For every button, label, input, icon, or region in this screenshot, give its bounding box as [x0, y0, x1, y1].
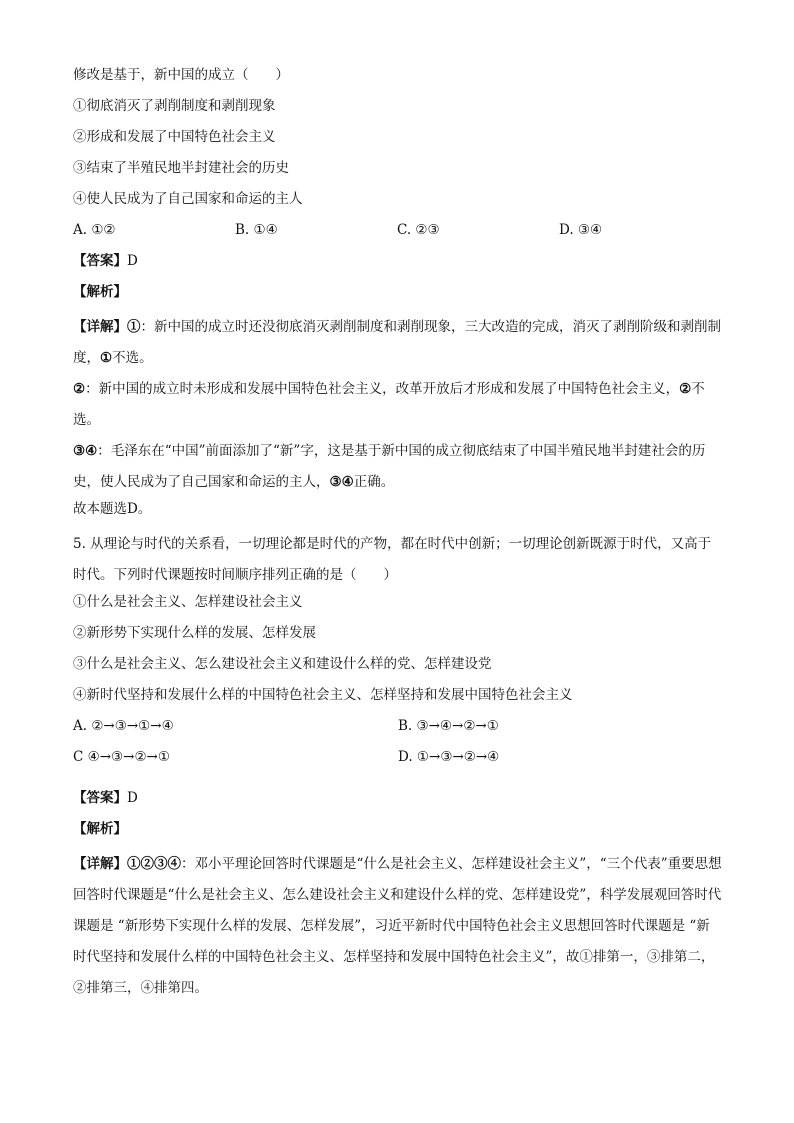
q5-options-row-2 — [73, 746, 723, 777]
q5-item-2: ②新形势下实现什么样的发展、怎样发展 — [73, 625, 316, 641]
q4-detail-1 — [73, 312, 723, 374]
q4-answer — [73, 250, 723, 281]
q4-detail-3-mark: ③④ — [73, 443, 98, 459]
document-page — [73, 64, 723, 1004]
q4-options — [73, 219, 723, 250]
q5-option-b: B. ③→④→②→① — [398, 718, 499, 734]
q5-item-1: ①什么是社会主义、怎样建设社会主义 — [73, 594, 303, 610]
q4-detail-2-mark2: ② — [679, 381, 692, 397]
q5-answer-value: D — [127, 790, 138, 806]
q4-item-4: ④使人民成为了自己国家和命运的主人 — [73, 191, 303, 207]
q5-answer-tag: 【答案】 — [73, 790, 127, 806]
q4-detail-1-mark: ① — [127, 319, 141, 335]
q4-item-1: ①彻底消灭了剥削制度和剥削现象 — [73, 98, 276, 114]
q4-detail-2 — [73, 374, 723, 436]
q5-analysis-tag: 【解析】 — [73, 821, 127, 837]
q4-detail-3-end: 正确。 — [353, 474, 395, 490]
q4-detail-tag: 【详解】 — [73, 319, 127, 335]
q4-analysis-tag: 【解析】 — [73, 284, 127, 300]
q5-stem: 5. 从理论与时代的关系看，一切理论都是时代的产物，都在时代中创新；一切理论创新既源于时代，又高于时代。下列时代课题按时间顺序排列正确的是（ ） — [73, 536, 712, 583]
q4-stem: 修改是基于，新中国的成立（ ） — [73, 67, 289, 83]
q5-option-d: D. ①→③→②→④ — [398, 749, 500, 765]
q5-option-a: A. ②→③→①→④ — [73, 718, 174, 734]
q4-detail-1-mark2: ① — [100, 350, 113, 366]
q5-options-row-1 — [73, 715, 723, 746]
q4-detail-1-text: ：新中国的成立时还没彻底消灭剥削制度和剥削现象，三大改造的完成，消灭了剥削阶级和剥削制度， — [73, 319, 721, 366]
q4-option-c: C. ②③ — [397, 222, 440, 238]
q5-detail-tag: 【详解】 — [73, 856, 127, 872]
q4-option-d: D. ③④ — [559, 222, 603, 238]
q5-detail-mark: ①②③④ — [127, 856, 181, 872]
q5-item-4: ④新时代坚持和发展什么样的中国特色社会主义、怎样坚持和发展中国特色社会主义 — [73, 687, 573, 703]
q4-option-b: B. ①④ — [235, 222, 278, 238]
q5-option-c: C ④→③→②→① — [73, 749, 170, 765]
q4-item-2: ②形成和发展了中国特色社会主义 — [73, 129, 276, 145]
q5-item-3: ③什么是社会主义、怎么建设社会主义和建设什么样的党、怎样建设党 — [73, 656, 492, 672]
q4-detail-3-mark2: ③④ — [329, 474, 354, 490]
q4-option-a: A. ①② — [73, 222, 116, 238]
q4-answer-value: D — [127, 253, 138, 269]
q4-detail-2-mark: ② — [73, 381, 86, 397]
q4-detail-2-end: 不选。 — [73, 381, 705, 428]
q4-detail-3-text: ：毛泽东在“中国”前面添加了“新”字，这是基于新中国的成立彻底结束了中国半殖民地半封建社会的历史，使人民成为了自己国家和命运的主人， — [73, 443, 706, 490]
q5-answer — [73, 787, 723, 818]
q4-detail-1-end: 不选。 — [112, 350, 153, 366]
q4-item-3: ③结束了半殖民地半封建社会的历史 — [73, 160, 289, 176]
q4-conclusion: 故本题选D。 — [73, 501, 152, 517]
q4-answer-tag: 【答案】 — [73, 253, 127, 269]
q5-detail-text: ：邓小平理论回答时代课题是“什么是社会主义、怎样建设社会主义”，“三个代表”重要思想回答时代课题是“什么是社会主义、怎么建设社会主义和建设什么样的党、怎样建设党”，科学发展观回答时代课题是 “新形势下实现什么样的发展、怎样发展”，习近平新时代中国特色社会主义思想回答时代课题是 “新时代坚持和发展什么样的中国特色社会主义、怎样坚持和发展中国特色社会主义”，故①排第一，③排第二，②排第三，④排第四。 — [73, 856, 722, 996]
q4-detail-2-text: ：新中国的成立时未形成和发展中国特色社会主义，改革开放后才形成和发展了中国特色社会主义， — [85, 381, 680, 397]
q4-detail-3 — [73, 436, 723, 498]
q5-detail — [73, 849, 723, 1004]
